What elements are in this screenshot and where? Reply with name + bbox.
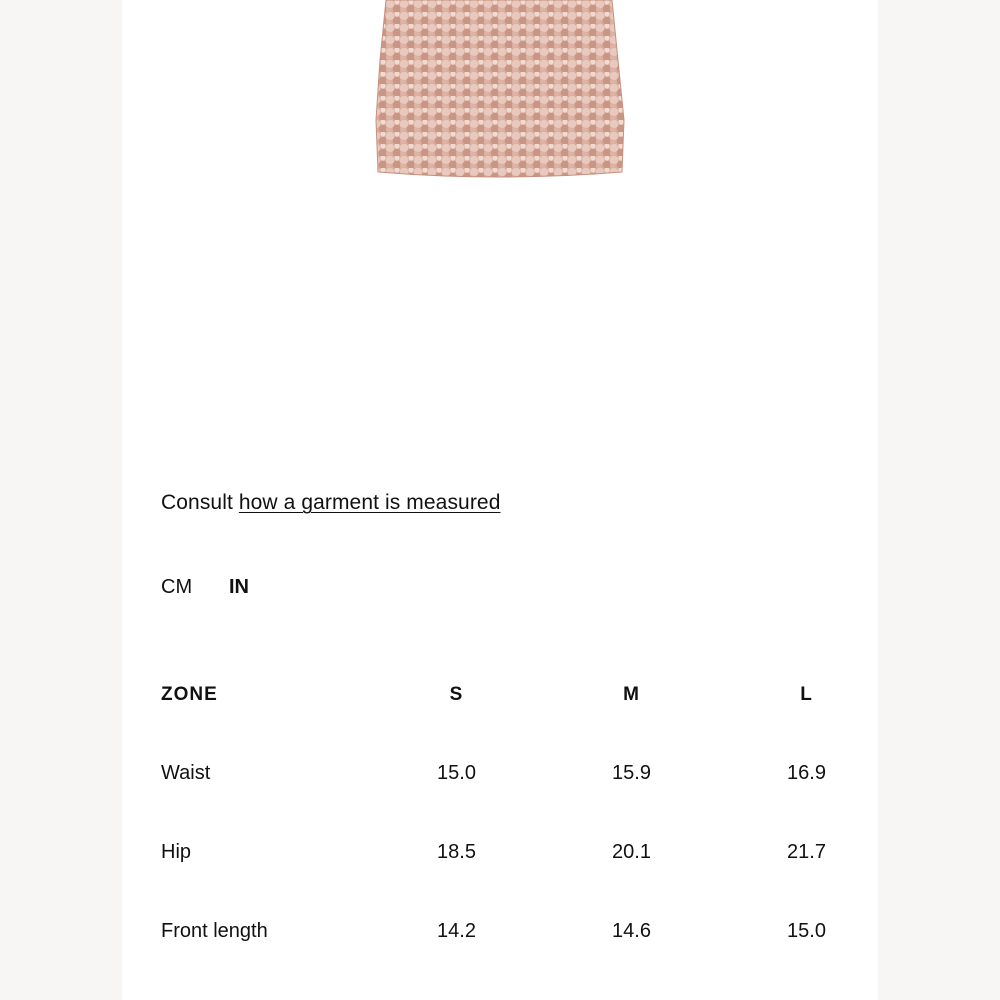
header-size-s: S	[449, 683, 464, 705]
consult-label: Consult	[161, 491, 233, 514]
header-zone: ZONE	[161, 683, 218, 705]
hip-l: 21.7	[787, 841, 826, 863]
table-header-row	[161, 655, 894, 734]
table-row	[161, 734, 894, 813]
sequin-skirt-illustration	[372, 0, 628, 180]
front-length-m: 14.6	[612, 920, 651, 942]
how-measured-link[interactable]: how a garment is measured	[238, 491, 501, 514]
waist-l: 16.9	[787, 762, 826, 784]
header-size-l: L	[800, 683, 813, 705]
unit-cm-option[interactable]: CM	[161, 576, 193, 598]
front-length-s: 14.2	[437, 920, 476, 942]
unit-toggle	[161, 576, 249, 599]
header-size-m: M	[623, 683, 640, 705]
waist-s: 15.0	[437, 762, 476, 784]
zone-front-length: Front length	[161, 920, 268, 942]
table-row	[161, 813, 894, 892]
product-image	[372, 0, 628, 180]
hip-s: 18.5	[437, 841, 476, 863]
hip-m: 20.1	[612, 841, 651, 863]
size-table	[161, 655, 894, 971]
table-row	[161, 892, 894, 971]
measurement-help-line	[161, 491, 500, 515]
zone-waist: Waist	[161, 762, 211, 784]
waist-m: 15.9	[612, 762, 651, 784]
zone-hip: Hip	[161, 841, 192, 863]
front-length-l: 15.0	[787, 920, 826, 942]
unit-in-option[interactable]: IN	[229, 576, 249, 598]
